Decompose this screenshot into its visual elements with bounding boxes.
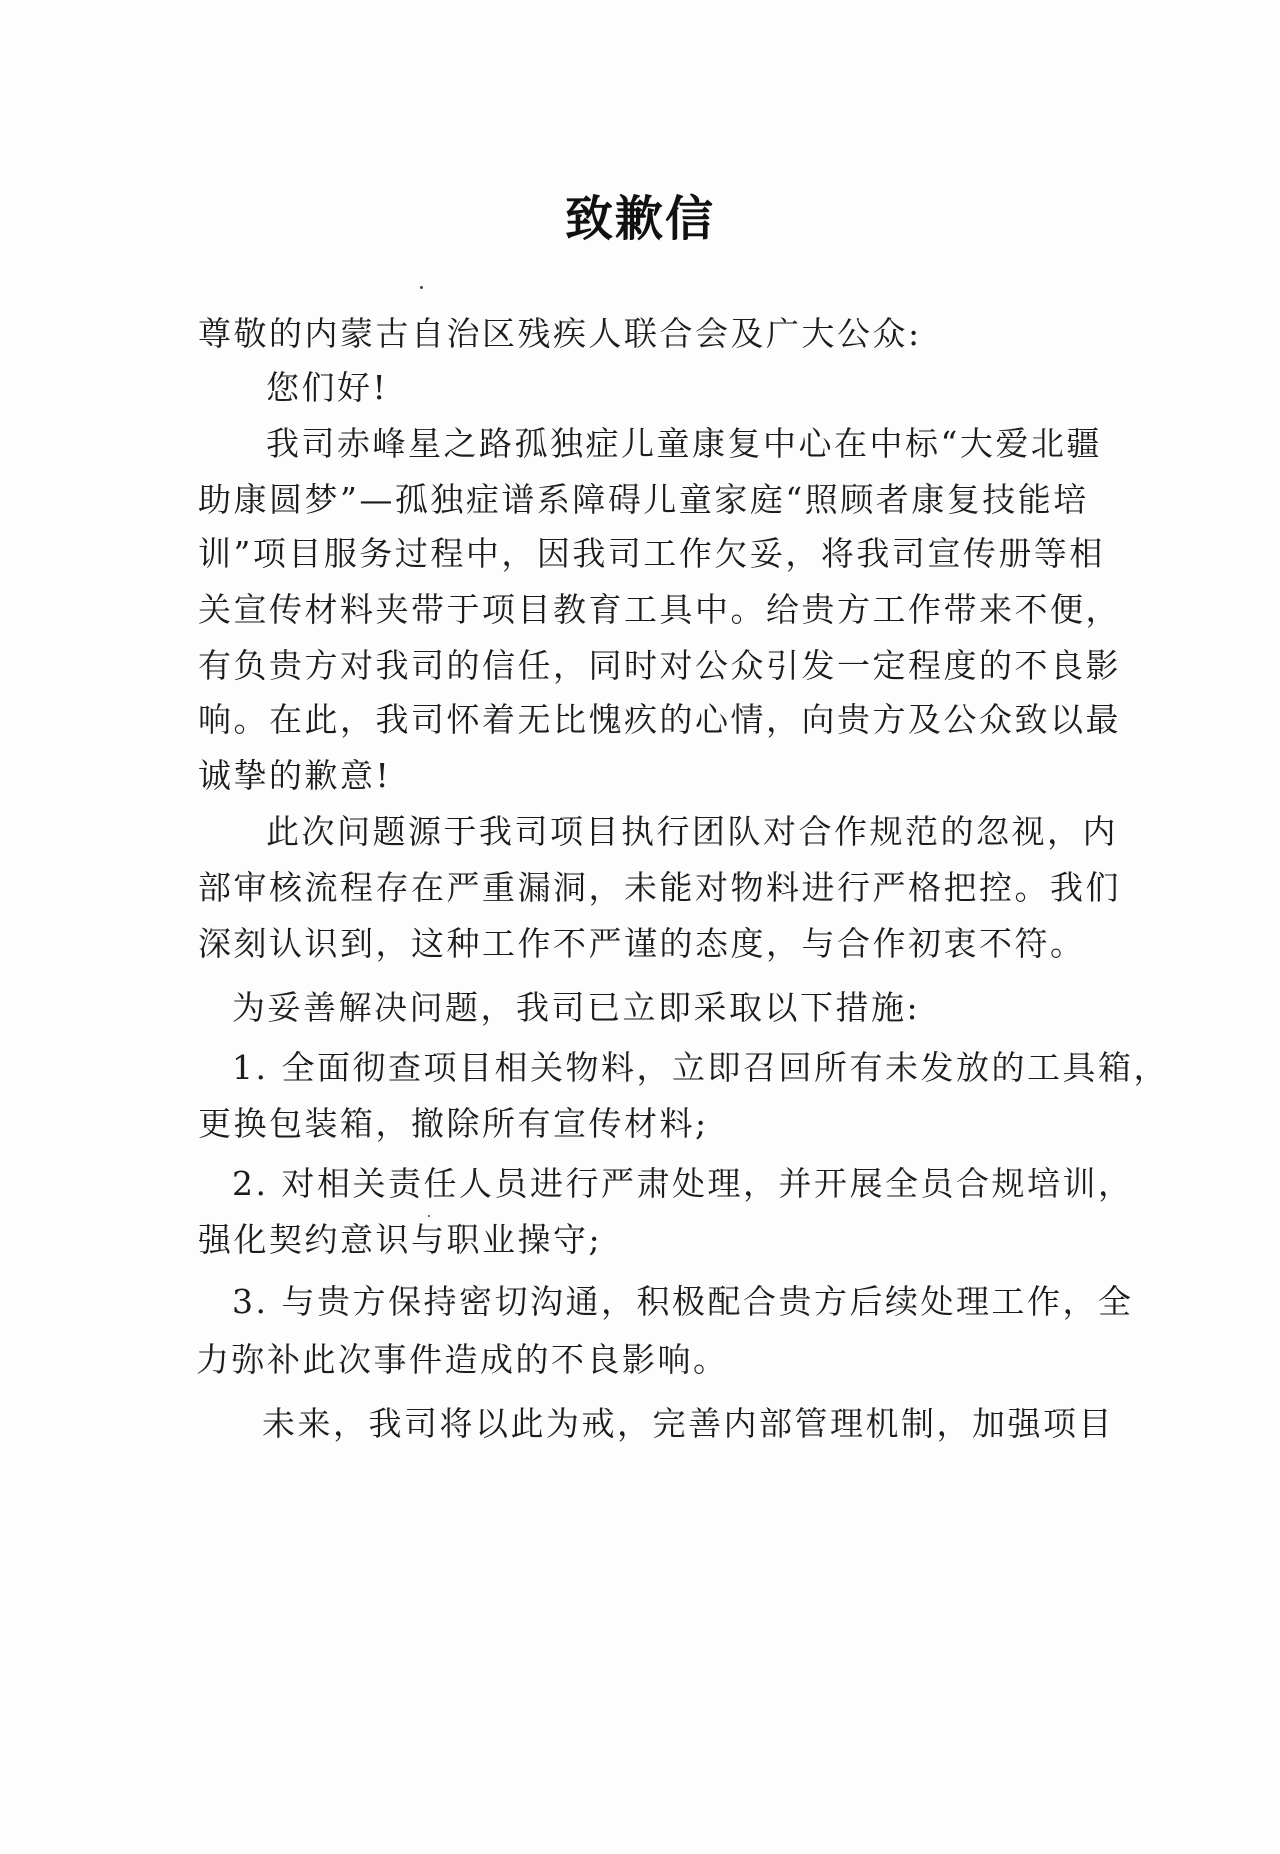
body-line: 力弥补此次事件造成的不良影响。 (196, 1340, 729, 1379)
body-line: 深刻认识到，这种工作不严谨的态度，与合作初衷不符。 (198, 924, 1086, 963)
body-line: 助康圆梦”—孤独症谱系障碍儿童家庭“照顾者康复技能培 (198, 480, 1089, 519)
measure-item-2: 2. 对相关责任人员进行严肃处理，并开展全员合规培训， (232, 1164, 1134, 1203)
measure-item-3: 3. 与贵方保持密切沟通，积极配合贵方后续处理工作，全 (232, 1282, 1134, 1321)
letter-title: 致歉信 (564, 191, 715, 247)
body-line: 训”项目服务过程中，因我司工作欠妥，将我司宣传册等相 (198, 534, 1105, 573)
body-line: 此次问题源于我司项目执行团队对合作规范的忽视，内 (266, 812, 1118, 851)
body-line: 为妥善解决问题，我司已立即采取以下措施: (232, 988, 921, 1027)
body-line: 更换包装箱，撤除所有宣传材料; (198, 1104, 709, 1143)
body-line: 强化契约意识与职业操守; (198, 1220, 603, 1259)
body-line: 部审核流程存在严重漏洞，未能对物料进行严格把控。我们 (198, 868, 1121, 907)
body-line: 响。在此，我司怀着无比愧疚的心情，向贵方及公众致以最 (198, 700, 1121, 739)
body-line: 诚挚的歉意! (198, 756, 392, 795)
body-line: 关宣传材料夹带于项目教育工具中。给贵方工作带来不便， (198, 590, 1121, 629)
salutation-line: 尊敬的内蒙古自治区残疾人联合会及广大公众: (198, 314, 922, 353)
scan-speck (420, 286, 423, 289)
body-line: 未来，我司将以此为戒，完善内部管理机制，加强项目 (262, 1404, 1114, 1443)
greeting-line: 您们好! (266, 368, 389, 407)
body-line: 我司赤峰星之路孤独症儿童康复中心在中标“大爱北疆 (266, 424, 1102, 463)
measure-item-1: 1. 全面彻查项目相关物料，立即召回所有未发放的工具箱， (232, 1048, 1169, 1087)
body-line: 有负贵方对我司的信任，同时对公众引发一定程度的不良影 (198, 646, 1121, 685)
